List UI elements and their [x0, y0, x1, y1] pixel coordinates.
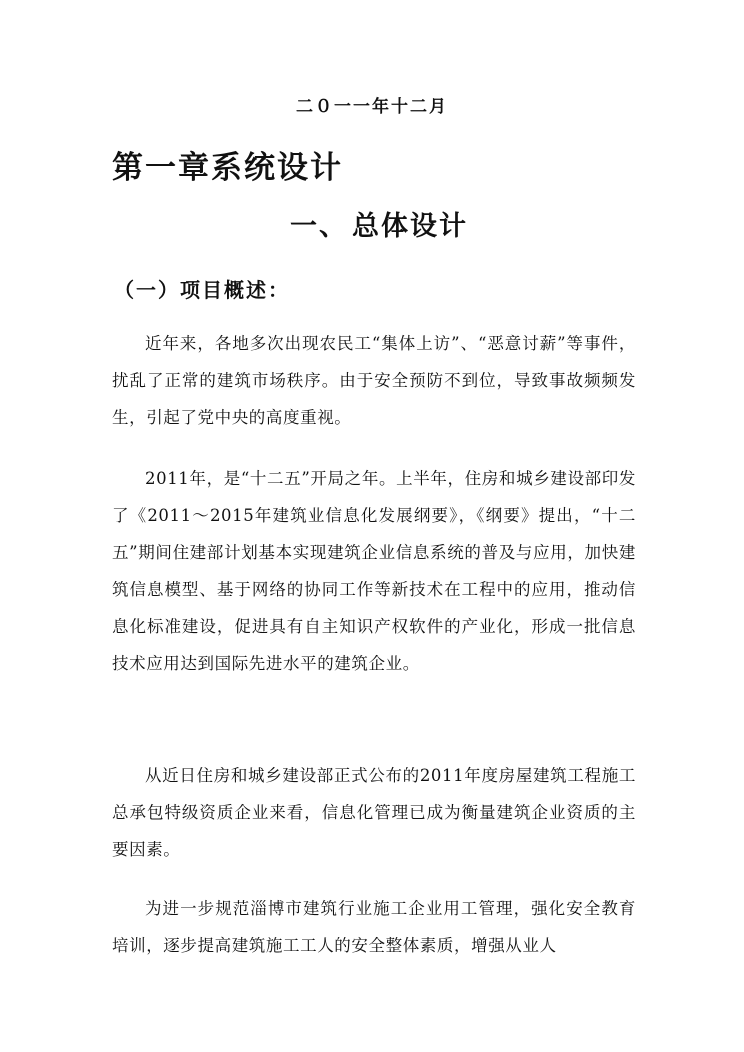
paragraph: 为进一步规范淄博市建筑行业施工企业用工管理，强化安全教育培训，逐步提高建筑施工工人的安全整体素质，增强从业人 [112, 899, 636, 955]
paragraph: 从近日住房和城乡建设部正式公布的2011年度房屋建筑工程施工总承包特级资质企业来看，信息化管理已成为衡量建筑企业资质的主要因素。 [112, 766, 636, 859]
paragraph: 近年来，各地多次出现农民工“集体上访”、“恶意讨薪”等事件，扰乱了正常的建筑市场秩序。由于安全预防不到位，导致事故频频发生，引起了党中央的高度重视。 [112, 334, 636, 427]
section-title: 总体设计 [352, 211, 468, 242]
chapter-title: 第一章系统设计 [112, 150, 343, 186]
section-number: 一、 [290, 211, 348, 242]
document-date: 二０一一年十二月 [296, 97, 448, 117]
paragraph: 2011年，是“十二五”开局之年。上半年，住房和城乡建设部印发了《2011～2015年建筑业信息化发展纲要》，《纲要》提出，“十二五”期间住建部计划基本实现建筑企业信息系统的普及与应用，加快建筑信息模型、基于网络的协同工作等新技术在工程中的应用，推动信息化标准建设，促进具有自主知识产权软件的产业化，形成一批信息技术应用达到国际先进水平的建筑企业。 [112, 469, 636, 673]
subsection-title: （一）项目概述： [114, 278, 290, 302]
section-heading [290, 204, 468, 243]
